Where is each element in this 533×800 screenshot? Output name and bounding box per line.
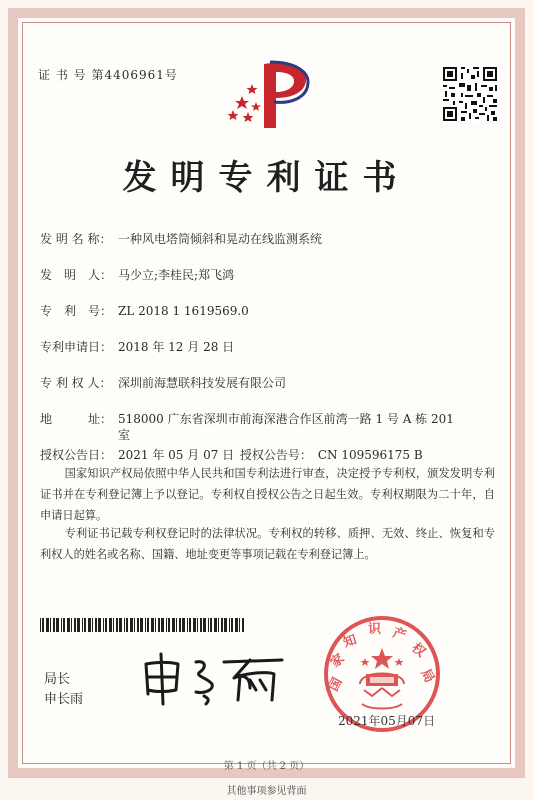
seal-date: 2021年05月07日 [338,714,436,728]
address-line-2: 室 [118,428,131,442]
filing-date-label: 专利申请日： [40,340,113,354]
invention-name: 一种风电塔筒倾斜和晃动在线监测系统 [118,232,323,246]
body-paragraph-1: 国家知识产权局依照中华人民共和国专利法进行审查，决定授予专利权，颁发发明专利证书并在专利登记簿上予以登记。专利权自授权公告之日起生效。专利权期限为二十年，自申请日起算。 [40,467,495,522]
director-signature [138,650,288,706]
patent-number-row [40,302,249,319]
grant-number: CN 109596175 B [317,448,423,462]
patentee: 深圳前海慧联科技发展有限公司 [118,376,287,390]
svg-text:国: 国 [326,675,346,694]
grant-number-label: 授权公告号： [239,448,312,462]
director-title: 局长 [44,672,71,687]
svg-text:家: 家 [327,651,348,672]
patent-number-label: 专 利 号： [40,304,113,318]
svg-text:局: 局 [417,666,437,686]
filing-date: 2018 年 12 月 28 日 [118,340,235,354]
address-line-1: 518000 广东省深圳市前海深港合作区前湾一路 1 号 A 栋 201 [118,412,454,426]
svg-text:权: 权 [408,640,429,661]
grant-date: 2021 年 05 月 07 日 [118,448,235,462]
director-name: 申长雨 [44,692,84,707]
address-row [40,410,454,427]
patent-number: ZL 2018 1 1619569.0 [118,304,249,318]
patentee-row [40,374,286,391]
grant-date-row [40,446,423,463]
address-label: 地 址： [40,412,113,426]
cnipa-logo-icon [226,58,310,132]
grant-date-label: 授权公告日： [40,448,113,462]
inventor-label: 发 明 人： [40,268,113,282]
svg-text:产: 产 [390,625,408,644]
invention-name-row [40,230,322,247]
body-paragraph-2: 专利证书记载专利权登记时的法律状况。专利权的转移、质押、无效、终止、恢复和专利权人的姓名或名称、国籍、地址变更等事项记载在专利登记簿上。 [40,527,495,561]
qr-code [441,65,499,123]
filing-date-row [40,338,234,355]
invention-name-label: 发 明 名 称： [40,232,112,246]
patentee-label: 专 利 权 人： [40,376,112,390]
inventor: 马少立;李桂民;郑飞鸿 [118,268,235,282]
certificate-number: 证 书 号 第4406961号 [38,68,178,82]
footer-note: 其他事项参见背面 [226,786,307,797]
svg-text:知: 知 [341,632,359,651]
certificate-title: 发明专利证书 [122,158,411,198]
svg-text:识: 识 [368,622,382,637]
barcode [40,618,246,632]
page-number: 第 1 页（共 2 页） [223,761,310,772]
inventor-row [40,266,234,283]
